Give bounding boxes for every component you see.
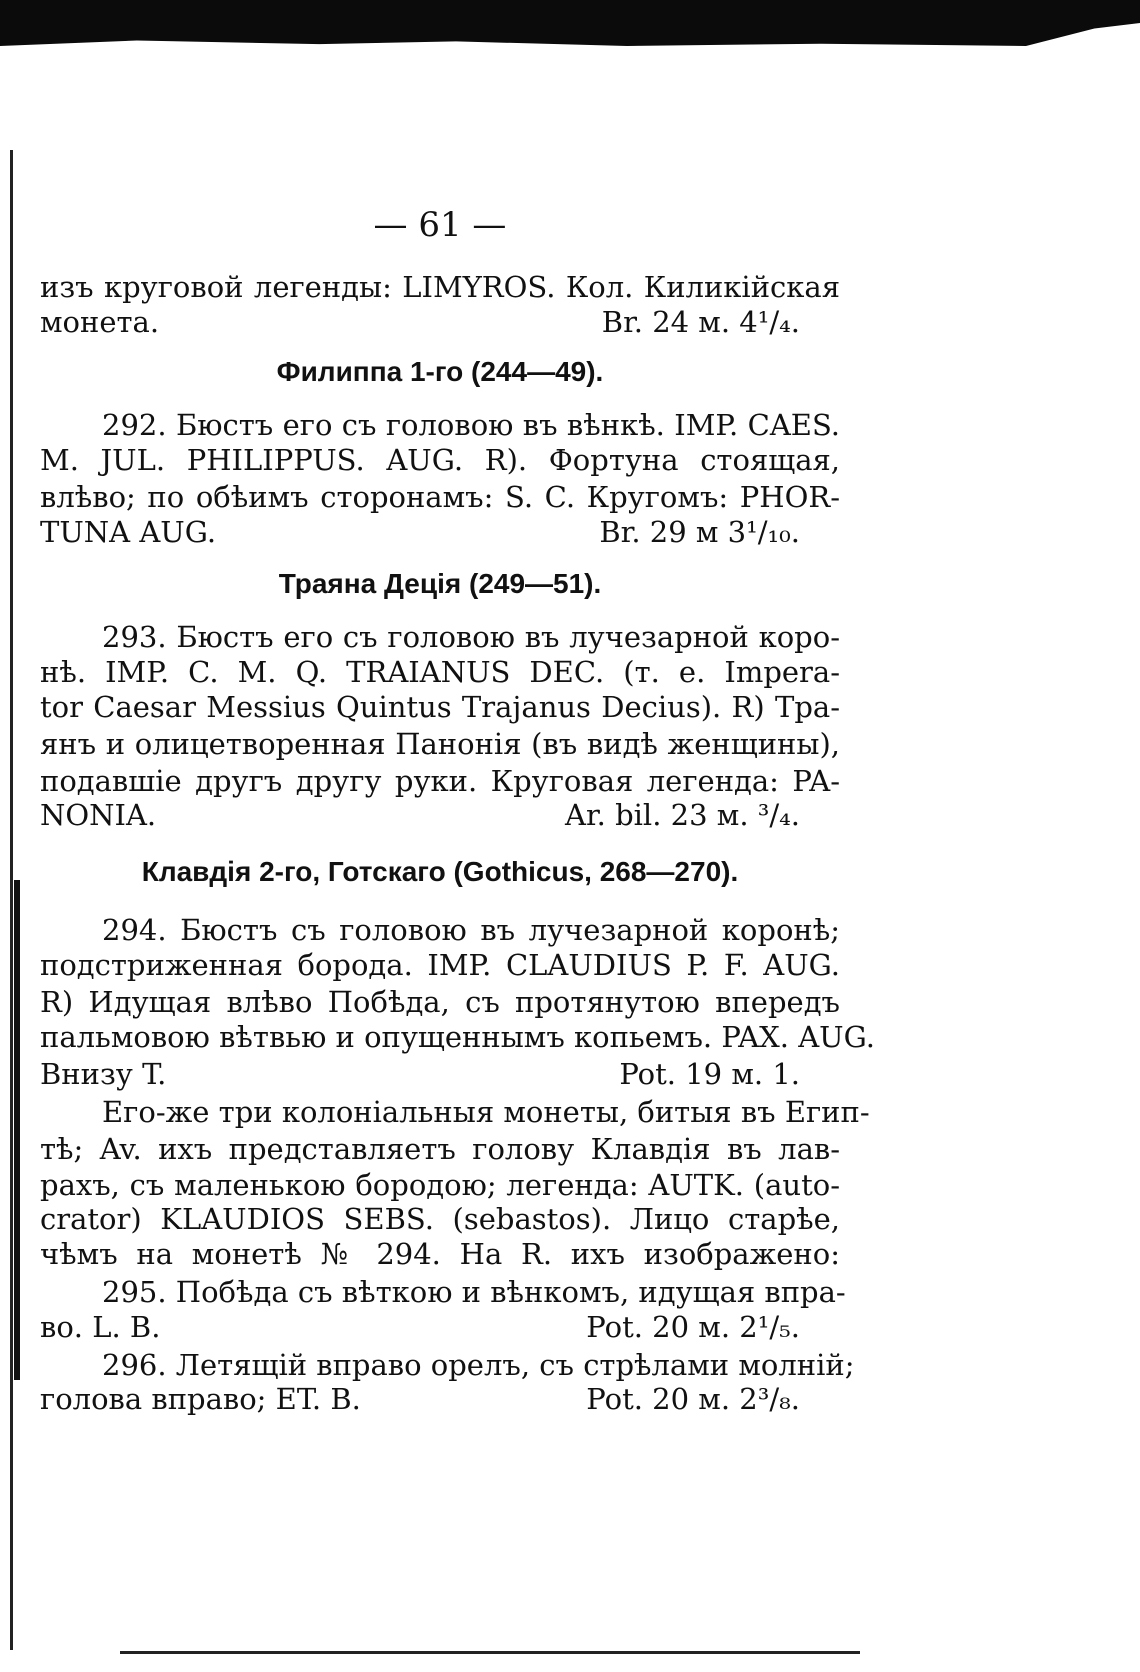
section-heading: Филиппа 1-го (244—49). xyxy=(276,356,604,387)
line-text: NONIA. xyxy=(40,798,157,832)
line-text: во. L. B. xyxy=(40,1310,161,1344)
text-line: пальмовою вѣтвью и опущеннымъ копьемъ. PAX. AUG. xyxy=(40,1020,875,1054)
text-line-with-measure xyxy=(40,1382,840,1416)
text-line: Его-же три колоніальныя монеты, битыя въ Егип- xyxy=(102,1095,870,1129)
coin-measure: Pot. 20 м. 2¹/₅. xyxy=(586,1310,800,1344)
line-text: голова вправо; ET. B. xyxy=(40,1382,361,1416)
text-line: tor Caesar Messius Quintus Trajanus Decius). R) Тра- xyxy=(40,690,840,724)
line-text: монета. xyxy=(40,305,160,339)
text-line: подавшіе другъ другу руки. Круговая легенда: PA- xyxy=(40,764,840,798)
text-line-with-measure xyxy=(40,515,840,549)
coin-measure: Ar. bil. 23 м. ³/₄. xyxy=(565,798,800,832)
coin-measure: Pot. 19 м. 1. xyxy=(619,1057,800,1091)
scan-edge-top xyxy=(0,0,1140,46)
text-line: crator) KLAUDIOS SEBS. (sebastos). Лицо старѣе, xyxy=(40,1202,840,1236)
text-line-with-measure xyxy=(40,1057,840,1091)
coin-measure: Br. 24 м. 4¹/₄. xyxy=(601,305,800,339)
section-heading: Траяна Децiя (249—51). xyxy=(278,568,602,599)
text-line: подстриженная борода. IMP. CLAUDIUS P. F. AUG. xyxy=(40,948,840,982)
line-text: Внизу T. xyxy=(40,1057,167,1091)
coin-measure: Pot. 20 м. 2³/₈. xyxy=(586,1382,800,1416)
text-line-with-measure xyxy=(40,1310,840,1344)
page-number: — 61 — xyxy=(373,205,507,245)
text-line: 293. Бюстъ его съ головою въ лучезарной коро- xyxy=(102,620,840,654)
text-line: 295. Побѣда съ вѣткою и вѣнкомъ, идущая впра- xyxy=(102,1275,846,1309)
text-line: нѣ. IMP. C. M. Q. TRAIANUS DEC. (т. е. Impera- xyxy=(40,655,840,689)
scan-binding-shadow xyxy=(14,880,30,1380)
text-line-with-measure xyxy=(40,305,840,339)
text-line: 294. Бюстъ съ головою въ лучезарной коронѣ; xyxy=(102,913,840,947)
text-line: влѣво; по обѣимъ сторонамъ: S. C. Кругомъ: PHOR- xyxy=(40,480,840,514)
text-line: чѣмъ на монетѣ № 294. На R. ихъ изображено: xyxy=(40,1237,840,1271)
section-heading: Клавдія 2-го, Готскаго (Gothicus, 268—270). xyxy=(141,856,739,887)
text-line: M. JUL. PHILIPPUS. AUG. R). Фортуна стоящая, xyxy=(40,443,840,477)
text-line: рахъ, съ маленькою бородою; легенда: AUTK. (auto- xyxy=(40,1168,840,1202)
text-line: 296. Летящій вправо орелъ, съ стрѣлами молній; xyxy=(102,1348,855,1382)
text-line-with-measure xyxy=(40,798,840,832)
text-line: изъ круговой легенды: LIMYROS. Кол. Киликійская xyxy=(40,270,840,304)
coin-measure: Br. 29 м 3¹/₁₀. xyxy=(599,515,800,549)
text-line: R) Идущая влѣво Побѣда, съ протянутою впередъ xyxy=(40,985,840,1019)
text-line: янъ и олицетворенная Панонія (въ видѣ женщины), xyxy=(40,727,840,761)
line-text: TUNA AUG. xyxy=(40,515,217,549)
scan-edge-bottom xyxy=(120,1651,860,1654)
text-line: 292. Бюстъ его съ головою въ вѣнкѣ. IMP. CAES. xyxy=(102,408,840,442)
text-line: тѣ; Av. ихъ представляетъ голову Клавдія въ лав- xyxy=(40,1132,840,1166)
